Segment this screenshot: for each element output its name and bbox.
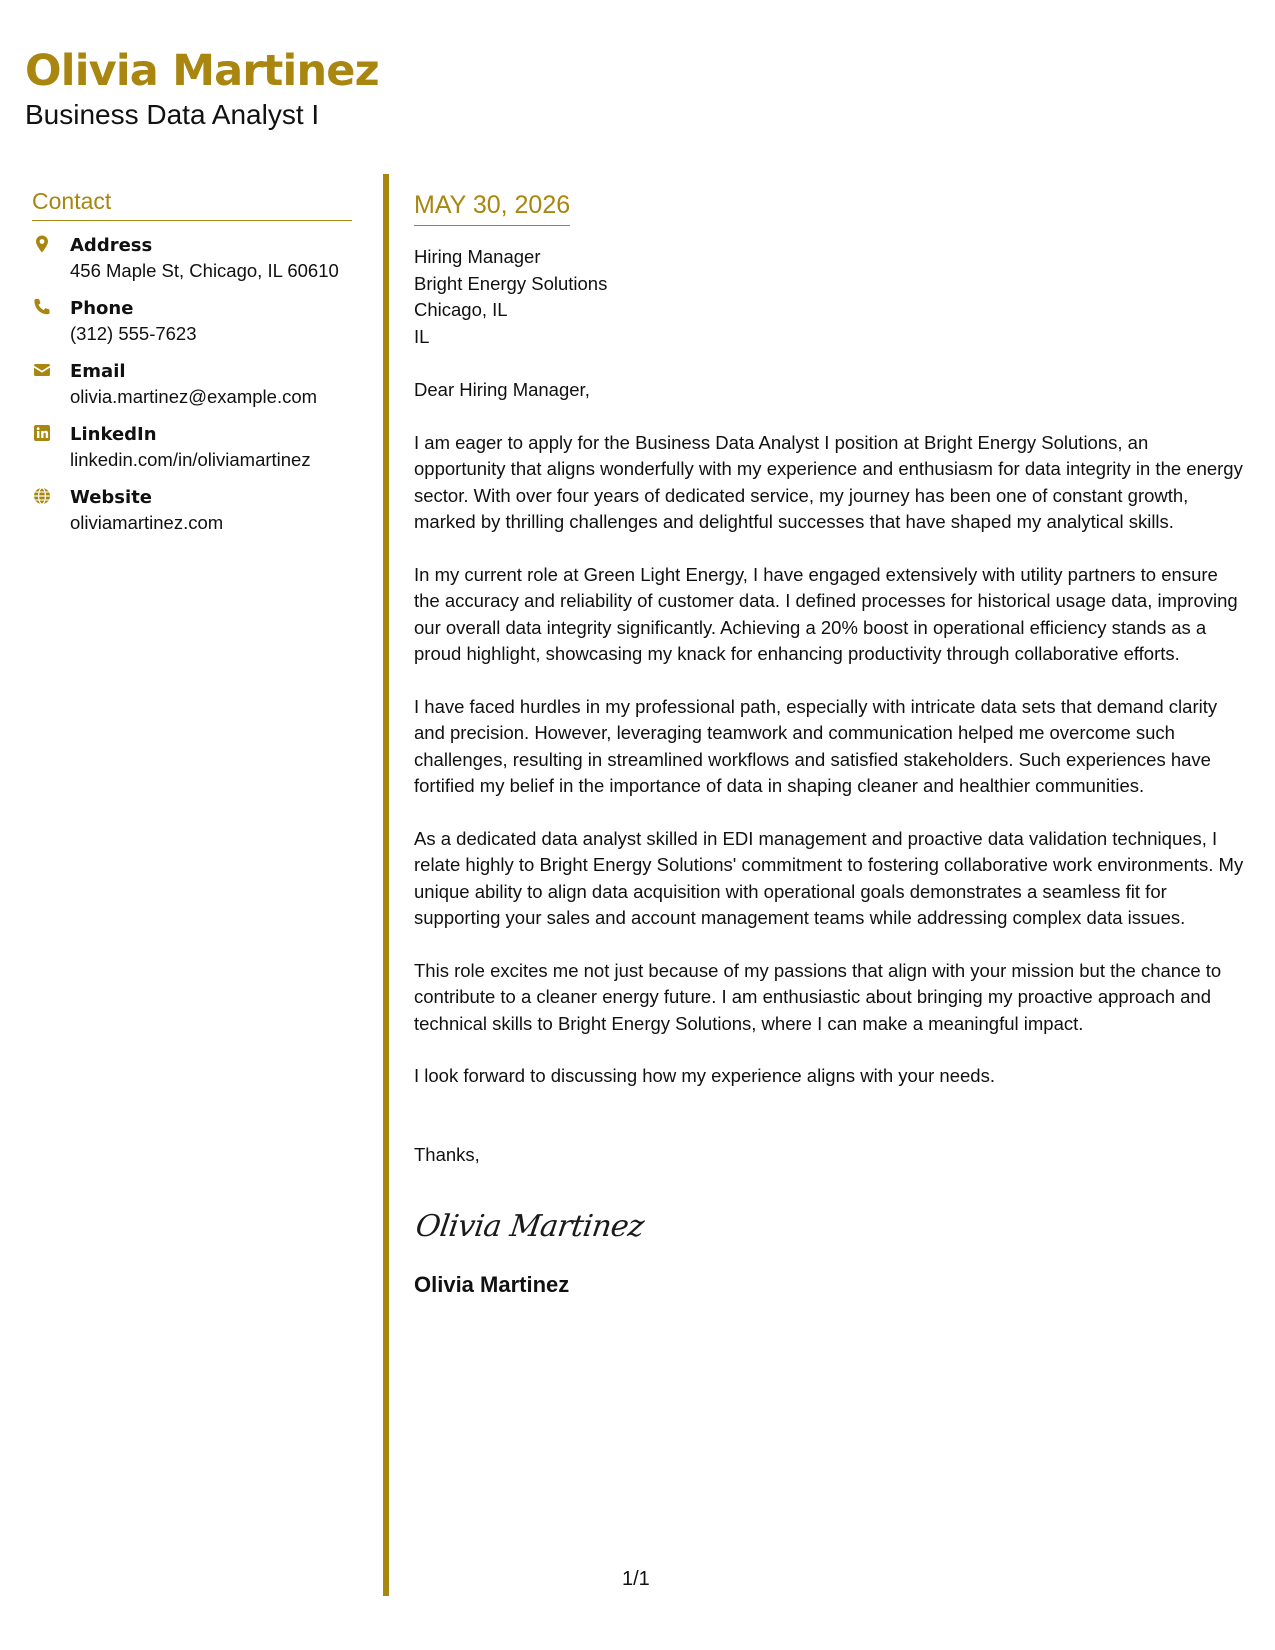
linkedin-icon xyxy=(32,423,54,445)
body-paragraph: I have faced hurdles in my professional path, especially with intricate data sets that demand clarity and precision. However, leveraging teamwork and communication helped me overcome such challenges, resulting in streamlined workflows and satisfied stakeholders. Such experiences have fortified my belief in the importance of data in shaping cleaner and healthier communities. xyxy=(414,695,1218,796)
contact-item-address xyxy=(32,233,352,283)
applicant-name: Olivia Martinez xyxy=(25,46,379,96)
handwritten-signature xyxy=(414,1198,674,1254)
recipient-line: Hiring Manager xyxy=(414,246,541,267)
phone-value: (312) 555-7623 xyxy=(70,322,197,344)
body-paragraph: As a dedicated data analyst skilled in EDI management and proactive data validation techniques, I relate highly to Bright Energy Solutions' commitment to fostering collaborative work environments. My unique ability to align data acquisition with operational goals demonstrates a seamless fit for supporting your sales and account management teams while addressing complex data issues. xyxy=(414,827,1244,928)
body-paragraph: In my current role at Green Light Energy, I have engaged extensively with utility partners to ensure the accuracy and reliability of customer data. I defined processes for historical usage data, improving our overall data integrity significantly. Achieving a 20% boost in operational efficiency stands as a proud highlight, showcasing my knack for enhancing productivity through collaborative efforts. xyxy=(414,563,1238,664)
contact-item-website xyxy=(32,485,352,535)
contact-item-email xyxy=(32,359,352,409)
address-label: Address xyxy=(70,234,153,256)
recipient-line: Chicago, IL xyxy=(414,299,508,320)
linkedin-label: LinkedIn xyxy=(70,423,157,445)
vertical-divider xyxy=(383,174,389,1596)
body-paragraph: I look forward to discussing how my experience aligns with your needs. xyxy=(414,1065,995,1086)
body-paragraph: I am eager to apply for the Business Data Analyst I position at Bright Energy Solutions, an opportunity that aligns wonderfully with my experience and enthusiasm for data integrity in the energy sector. With over four years of dedicated service, my journey has been one of constant growth, marked by thrilling challenges and delightful successes that have shaped my analytical skills. xyxy=(414,431,1243,532)
recipient-block xyxy=(414,244,1244,350)
closing: Thanks, xyxy=(414,1143,480,1165)
map-pin-icon xyxy=(32,234,54,256)
recipient-line: Bright Energy Solutions xyxy=(414,272,608,294)
globe-icon xyxy=(32,486,54,508)
linkedin-value[interactable]: linkedin.com/in/oliviamartinez xyxy=(70,448,311,470)
letter-body xyxy=(414,190,1244,1299)
contact-item-phone xyxy=(32,296,352,346)
recipient-line: IL xyxy=(414,325,430,347)
email-label: Email xyxy=(70,360,126,382)
email-value: olivia.martinez@example.com xyxy=(70,385,318,407)
address-value: 456 Maple St, Chicago, IL 60610 xyxy=(70,259,339,281)
contact-item-linkedin xyxy=(32,422,352,472)
phone-label: Phone xyxy=(70,297,134,319)
body-paragraph: This role excites me not just because of my passions that align with your mission but the chance to contribute to a cleaner energy future. I am enthusiastic about bringing my proactive approach and technical skills to Bright Energy Solutions, where I can make a meaningful impact. xyxy=(414,959,1222,1034)
contact-heading: Contact xyxy=(32,188,352,221)
website-label: Website xyxy=(70,486,153,508)
salutation: Dear Hiring Manager, xyxy=(414,379,590,400)
phone-icon xyxy=(32,297,54,319)
envelope-icon xyxy=(32,360,54,382)
website-value[interactable]: oliviamartinez.com xyxy=(70,511,224,533)
job-title: Business Data Analyst I xyxy=(25,99,320,130)
letter-date: MAY 30, 2026 xyxy=(414,190,570,226)
page-number: 1/1 xyxy=(622,1568,650,1590)
svg-text:Olivia Martinez: Olivia Martinez xyxy=(414,1209,646,1244)
signed-name: Olivia Martinez xyxy=(414,1272,570,1297)
contact-sidebar xyxy=(32,188,352,548)
